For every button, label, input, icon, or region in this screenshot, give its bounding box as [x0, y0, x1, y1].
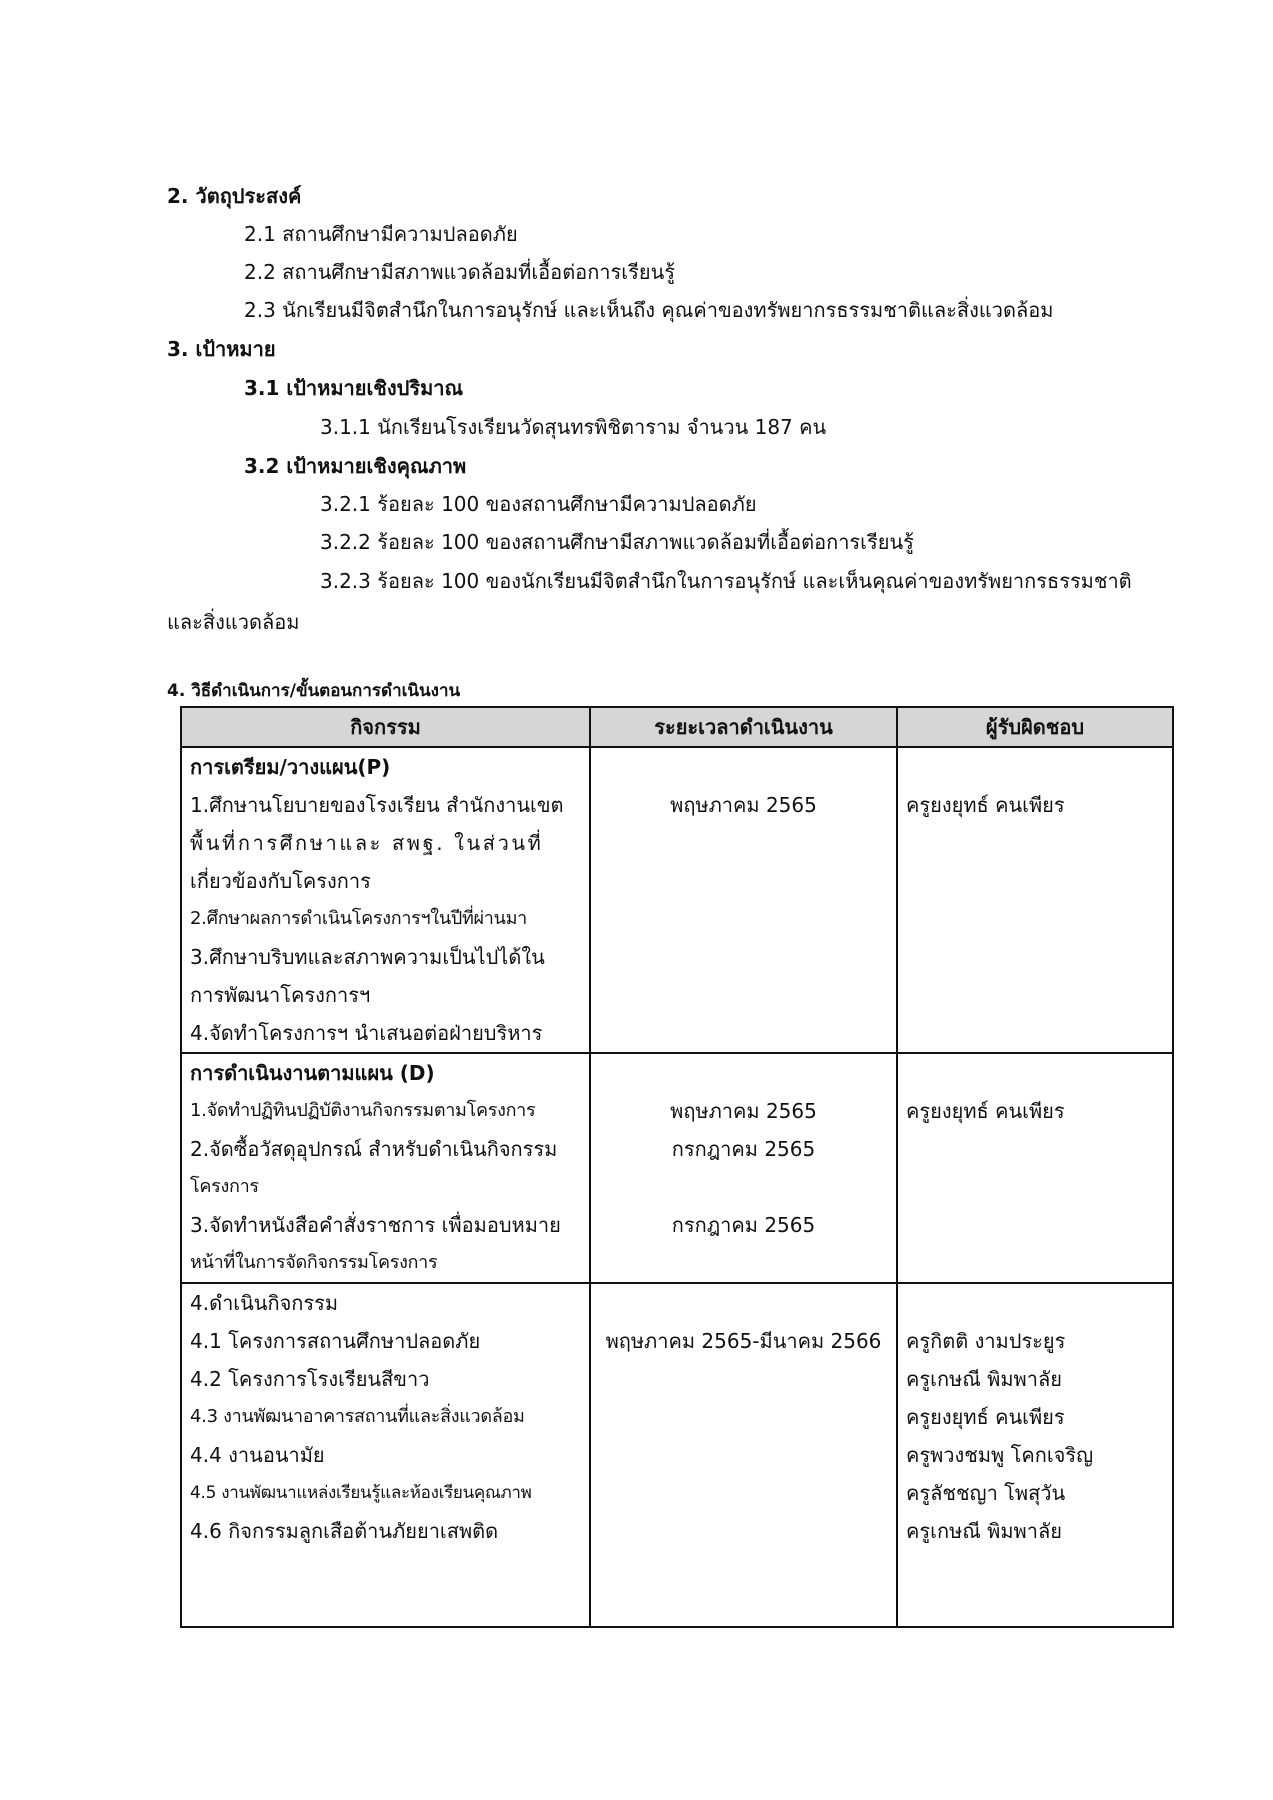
activity-cell: [181, 747, 590, 1053]
period-value: พฤษภาคม 2565-มีนาคม 2566: [605, 1329, 882, 1353]
objective-item: 2.2 สถานศึกษามีสภาพแวดล้อมที่เอื้อต่อการเรียนรู้: [244, 260, 675, 284]
phase-title: การดำเนินงานตามแผน (D): [190, 1061, 435, 1085]
activity-line: 3.จัดทำหนังสือคำสั่งราชการ เพื่อมอบหมาย: [190, 1213, 561, 1237]
objectives-heading: 2. วัตถุประสงค์: [167, 184, 302, 208]
quality-target-item: 3.2.3 ร้อยละ 100 ของนักเรียนมีจิตสำนึกในการอนุรักษ์ และเห็นคุณค่าของทรัพยากรธรรมชาติ: [320, 569, 1132, 593]
quality-target-item-continued: และสิ่งแวดล้อม: [167, 610, 300, 634]
activity-line: 4.4 งานอนามัย: [190, 1443, 325, 1467]
activity-line: หน้าที่ในการจัดกิจกรรมโครงการ: [190, 1252, 438, 1273]
phase-title: การเตรียม/วางแผน(P): [190, 755, 391, 779]
activity-line: 3.ศึกษาบริบทและสภาพความเป็นไปได้ใน: [190, 945, 545, 969]
owner-cell: [897, 1053, 1173, 1283]
owner-name: ครูเกษณี พิมพาลัย: [906, 1367, 1062, 1391]
activity-line: 4.6 กิจกรรมลูกเสือต้านภัยยาเสพติด: [190, 1519, 499, 1543]
quality-target-item: 3.2.2 ร้อยละ 100 ของสถานศึกษามีสภาพแวดล้อมที่เอื้อต่อการเรียนรู้: [320, 530, 914, 554]
targets-heading: 3. เป้าหมาย: [167, 337, 276, 361]
owner-name: ครูกิตติ งามประยูร: [906, 1329, 1066, 1353]
activity-line: 2.ศึกษาผลการดำเนินโครงการฯในปีที่ผ่านมา: [190, 908, 527, 929]
period-cell: [590, 747, 897, 1053]
owner-name: ครูยงยุทธ์ คนเพียร: [906, 1099, 1065, 1123]
quantity-target-heading: 3.1 เป้าหมายเชิงปริมาณ: [244, 376, 464, 400]
activity-line: 4.5 งานพัฒนาแหล่งเรียนรู้และห้องเรียนคุณภาพ: [190, 1483, 532, 1503]
activity-line: การพัฒนาโครงการฯ: [190, 983, 371, 1007]
column-header-owner: ผู้รับผิดชอบ: [897, 707, 1173, 747]
activity-line: เกี่ยวข้องกับโครงการ: [190, 869, 371, 893]
activity-line: พื้นที่การศึกษาและ สพฐ. ในส่วนที่: [190, 831, 544, 855]
activity-cell: [181, 1283, 590, 1627]
table-header-row: [181, 707, 1173, 747]
owner-name: ครูพวงชมพู โคกเจริญ: [906, 1443, 1094, 1467]
procedure-heading: 4. วิธีดำเนินการ/ขั้นตอนการดำเนินงาน: [167, 681, 461, 701]
activity-line: โครงการ: [190, 1176, 259, 1197]
owner-name: ครูลัชชญา โพสุวัน: [906, 1481, 1066, 1505]
activity-line: 1.ศึกษานโยบายของโรงเรียน สำนักงานเขต: [190, 793, 564, 817]
activity-line: 4.ดำเนินกิจกรรม: [190, 1291, 339, 1315]
owner-name: ครูยงยุทธ์ คนเพียร: [906, 1405, 1065, 1429]
procedure-table: [180, 706, 1174, 1628]
column-header-period: ระยะเวลาดำเนินงาน: [590, 707, 897, 747]
column-header-activity: กิจกรรม: [181, 707, 590, 747]
quantity-target-item: 3.1.1 นักเรียนโรงเรียนวัดสุนทรพิชิตาราม จำนวน 187 คน: [320, 415, 827, 439]
activity-cell: [181, 1053, 590, 1283]
period-value: พฤษภาคม 2565: [670, 793, 817, 817]
activity-line: 4.3 งานพัฒนาอาคารสถานที่และสิ่งแวดล้อม: [190, 1406, 525, 1427]
activity-line: 4.2 โครงการโรงเรียนสีขาว: [190, 1367, 430, 1391]
period-value: พฤษภาคม 2565: [670, 1099, 817, 1123]
period-value: กรกฎาคม 2565: [671, 1213, 816, 1237]
objective-item: 2.1 สถานศึกษามีความปลอดภัย: [244, 222, 518, 246]
owner-cell: [897, 1283, 1173, 1627]
objective-item: 2.3 นักเรียนมีจิตสำนึกในการอนุรักษ์ และเห็นถึง คุณค่าของทรัพยากรธรรมชาติและสิ่งแวดล้อม: [244, 298, 1054, 322]
table-row-planning: [181, 747, 1173, 1053]
period-value: กรกฎาคม 2565: [671, 1137, 816, 1161]
activity-line: 1.จัดทำปฏิทินปฏิบัติงานกิจกรรมตามโครงการ: [190, 1100, 536, 1121]
owner-name: ครูยงยุทธ์ คนเพียร: [906, 793, 1065, 817]
activity-line: 4.1 โครงการสถานศึกษาปลอดภัย: [190, 1329, 481, 1353]
owner-name: ครูเกษณี พิมพาลัย: [906, 1519, 1062, 1543]
quality-target-item: 3.2.1 ร้อยละ 100 ของสถานศึกษามีความปลอดภัย: [320, 492, 757, 516]
quality-target-heading: 3.2 เป้าหมายเชิงคุณภาพ: [244, 454, 467, 478]
period-cell: [590, 1283, 897, 1627]
period-cell: [590, 1053, 897, 1283]
table-row-activities: [181, 1283, 1173, 1627]
activity-line: 2.จัดซื้อวัสดุอุปกรณ์ สำหรับดำเนินกิจกรรม: [190, 1137, 558, 1161]
owner-cell: [897, 747, 1173, 1053]
table-row-doing: [181, 1053, 1173, 1283]
activity-line: 4.จัดทำโครงการฯ นำเสนอต่อฝ่ายบริหาร: [190, 1021, 543, 1045]
